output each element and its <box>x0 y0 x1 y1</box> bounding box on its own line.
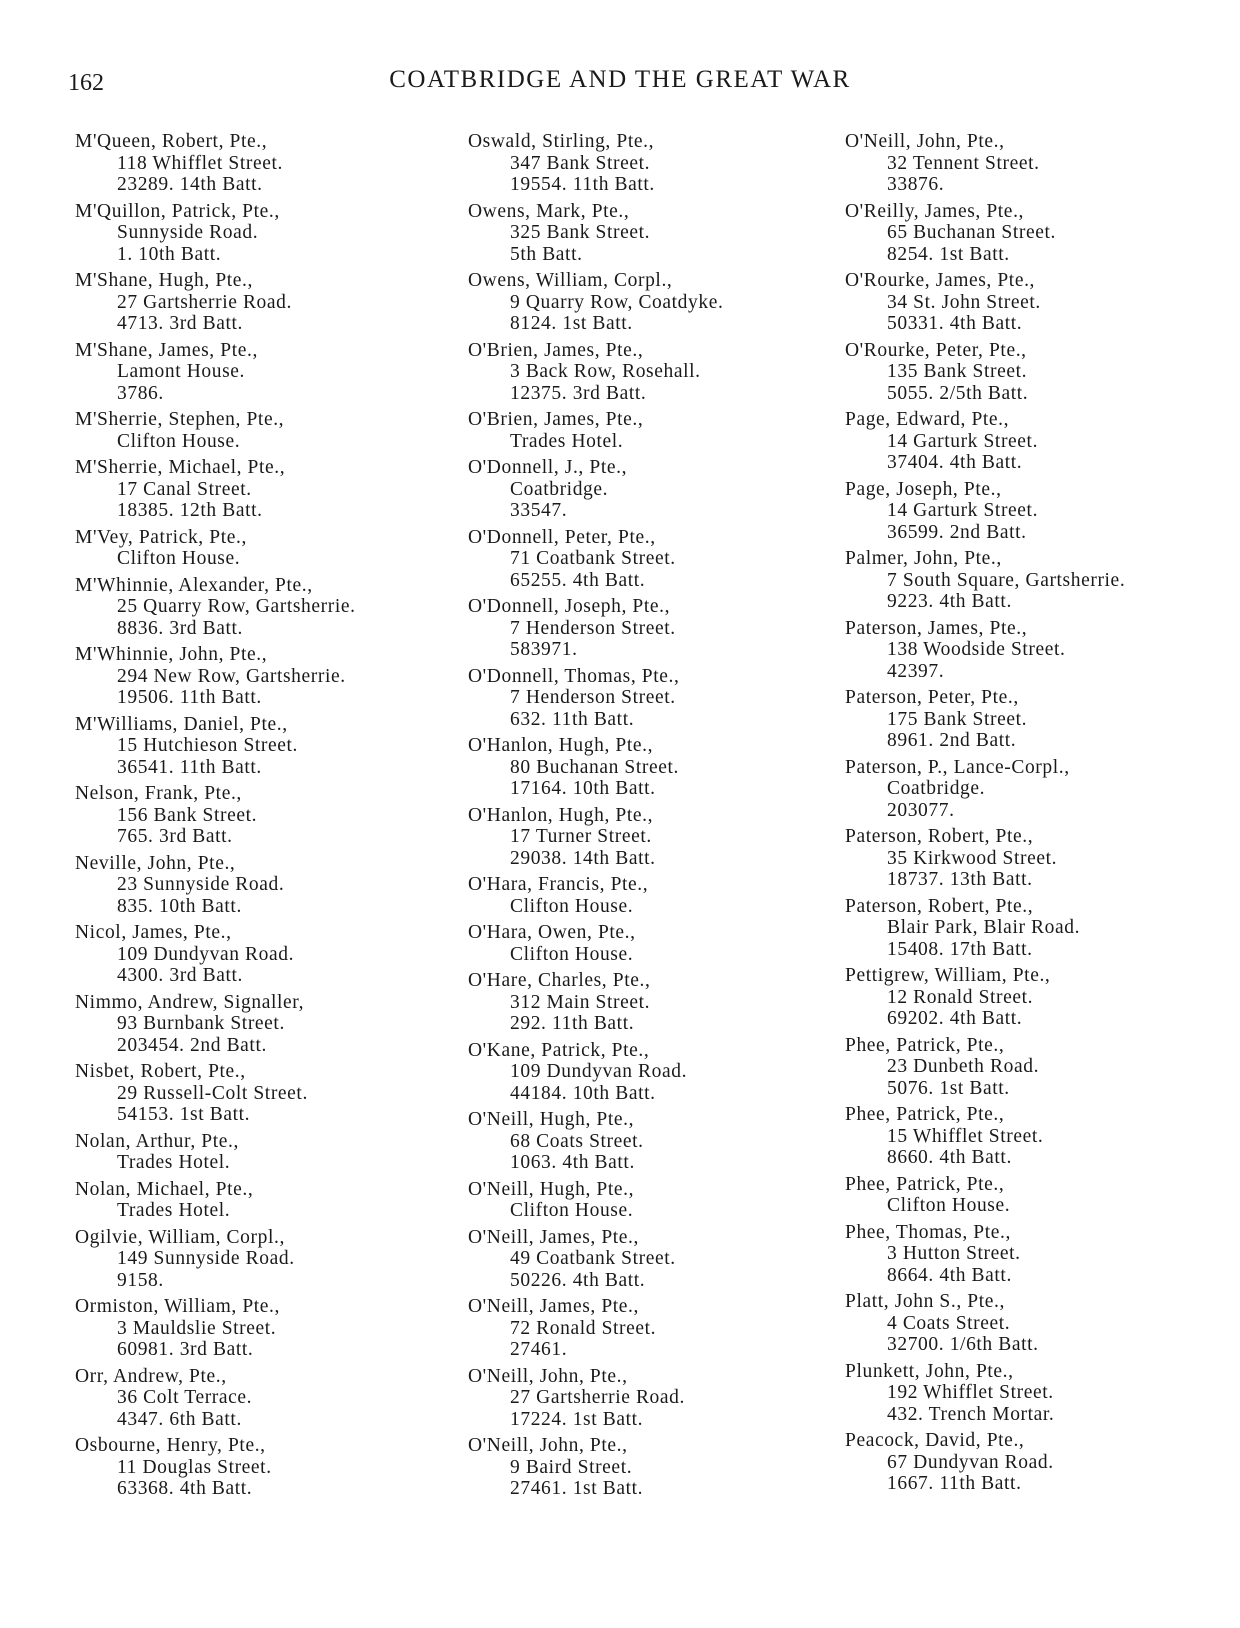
entry-name: Paterson, Robert, Pte., <box>845 826 1034 847</box>
list-item <box>75 1296 445 1361</box>
entry-name: Neville, John, Pte., <box>75 852 236 874</box>
list-item <box>845 548 1215 613</box>
entry-detail: 5th Batt. <box>510 243 583 265</box>
list-item <box>468 922 838 965</box>
entry-detail: 19554. 11th Batt. <box>510 174 655 195</box>
list-item <box>468 970 838 1035</box>
entry-name: O'Rourke, Peter, Pte., <box>845 339 1027 361</box>
entry-detail: 27461. 1st Batt. <box>510 1478 644 1499</box>
entry-address: 294 New Row, Gartsherrie. <box>117 665 346 687</box>
entry-address: 7 Henderson Street. <box>510 687 676 708</box>
entry-name: O'Donnell, J., Pte., <box>468 457 628 478</box>
entry-detail: 4713. 3rd Batt. <box>117 313 243 334</box>
page-number: 162 <box>68 70 104 96</box>
entry-detail: 835. 10th Batt. <box>117 895 242 917</box>
entry-name: Pettigrew, William, Pte., <box>845 965 1051 986</box>
entry-detail: 36541. 11th Batt. <box>117 756 262 778</box>
list-item <box>75 714 445 779</box>
list-item <box>845 1035 1215 1100</box>
entry-address: 49 Coatbank Street. <box>510 1248 676 1269</box>
entry-name: Paterson, James, Pte., <box>845 617 1028 639</box>
list-item <box>845 965 1215 1030</box>
running-title: COATBRIDGE AND THE GREAT WAR <box>389 66 851 93</box>
entry-detail: 8124. 1st Batt. <box>510 313 633 334</box>
entry-detail: 17164. 10th Batt. <box>510 778 656 799</box>
entry-detail: 292. 11th Batt. <box>510 1013 635 1034</box>
entry-detail: 8836. 3rd Batt. <box>117 617 243 639</box>
entry-name: Palmer, John, Pte., <box>845 548 1002 569</box>
entry-detail: 12375. 3rd Batt. <box>510 382 647 404</box>
entry-name: O'Hara, Francis, Pte., <box>468 874 649 895</box>
list-item <box>75 1435 445 1500</box>
entry-address: 23 Sunnyside Road. <box>117 874 285 895</box>
entry-detail: 50226. 4th Batt. <box>510 1269 646 1291</box>
entry-detail: 8664. 4th Batt. <box>887 1264 1012 1286</box>
entry-address: 3 Hutton Street. <box>887 1243 1021 1264</box>
list-item <box>75 270 445 335</box>
list-item <box>468 874 838 917</box>
entry-address: Clifton House. <box>510 895 634 917</box>
list-item <box>75 131 445 196</box>
entry-address: 118 Whifflet Street. <box>117 152 283 174</box>
list-item <box>468 666 838 731</box>
entry-detail: 8660. 4th Batt. <box>887 1147 1012 1168</box>
list-item <box>468 1435 838 1500</box>
entry-name: Ogilvie, William, Corpl., <box>75 1226 285 1248</box>
entry-detail: 765. 3rd Batt. <box>117 826 233 847</box>
list-item <box>468 805 838 870</box>
entry-detail: 23289. 14th Batt. <box>117 174 263 195</box>
entry-address: 14 Garturk Street. <box>887 430 1039 452</box>
entry-address: 9 Quarry Row, Coatdyke. <box>510 291 724 313</box>
entry-name: M'Sherrie, Stephen, Pte., <box>75 409 285 430</box>
list-item <box>845 270 1215 335</box>
entry-name: Platt, John S., Pte., <box>845 1291 1005 1312</box>
entry-name: M'Whinnie, John, Pte., <box>75 644 268 665</box>
list-item <box>845 1104 1215 1169</box>
entry-address: 15 Whifflet Street. <box>887 1125 1044 1147</box>
entry-detail: 27461. <box>510 1339 568 1360</box>
entry-name: Nisbet, Robert, Pte., <box>75 1061 246 1082</box>
entry-detail: 1. 10th Batt. <box>117 243 222 265</box>
entry-address: 65 Buchanan Street. <box>887 222 1056 243</box>
entry-name: O'Brien, James, Pte., <box>468 409 644 430</box>
entry-name: O'Neill, John, Pte., <box>468 1435 628 1456</box>
list-item <box>845 1430 1215 1495</box>
entry-detail: 5055. 2/5th Batt. <box>887 382 1029 404</box>
entry-address: Trades Hotel. <box>510 430 624 452</box>
entry-detail: 50331. 4th Batt. <box>887 313 1023 334</box>
entry-detail: 29038. 14th Batt. <box>510 847 656 869</box>
list-item <box>468 457 838 522</box>
entry-name: Nelson, Frank, Pte., <box>75 783 242 804</box>
entry-detail: 33547. <box>510 500 568 521</box>
list-item <box>468 340 838 405</box>
entry-detail: 4300. 3rd Batt. <box>117 965 243 986</box>
entry-address: 93 Burnbank Street. <box>117 1013 285 1034</box>
entry-name: Phee, Patrick, Pte., <box>845 1034 1005 1056</box>
list-item <box>75 1131 445 1174</box>
list-item <box>75 783 445 848</box>
entry-name: M'Quillon, Patrick, Pte., <box>75 200 280 222</box>
entry-name: O'Neill, John, Pte., <box>468 1365 628 1387</box>
entry-detail: 3786. <box>117 382 164 404</box>
entry-detail: 203454. 2nd Batt. <box>117 1034 267 1056</box>
entry-detail: 65255. 4th Batt. <box>510 569 646 591</box>
entry-address: 4 Coats Street. <box>887 1312 1011 1334</box>
entry-address: 135 Bank Street. <box>887 361 1028 382</box>
entry-address: Lamont House. <box>117 361 246 382</box>
entry-name: Paterson, P., Lance-Corpl., <box>845 756 1070 778</box>
entry-address: 347 Bank Street. <box>510 152 651 174</box>
list-item <box>468 1227 838 1292</box>
entry-name: Owens, Mark, Pte., <box>468 200 630 222</box>
entry-address: 11 Douglas Street. <box>117 1456 272 1478</box>
entry-name: M'Sherrie, Michael, Pte., <box>75 457 286 478</box>
entry-name: O'Neill, James, Pte., <box>468 1226 640 1248</box>
list-item <box>75 992 445 1057</box>
entry-detail: 15408. 17th Batt. <box>887 938 1033 960</box>
entry-name: O'Rourke, James, Pte., <box>845 270 1036 291</box>
entry-detail: 18737. 13th Batt. <box>887 869 1033 890</box>
entry-detail: 60981. 3rd Batt. <box>117 1339 254 1360</box>
list-item <box>75 1179 445 1222</box>
entry-address: 312 Main Street. <box>510 991 651 1013</box>
entry-address: Clifton House. <box>887 1195 1011 1216</box>
entry-address: Clifton House. <box>117 430 241 452</box>
entry-name: O'Kane, Patrick, Pte., <box>468 1039 650 1061</box>
entry-name: Plunkett, John, Pte., <box>845 1360 1014 1382</box>
entry-name: Paterson, Peter, Pte., <box>845 687 1019 708</box>
entry-detail: 36599. 2nd Batt. <box>887 521 1027 543</box>
entry-name: M'Shane, James, Pte., <box>75 339 258 361</box>
entry-name: Osbourne, Henry, Pte., <box>75 1435 266 1456</box>
entry-address: 25 Quarry Row, Gartsherrie. <box>117 596 356 617</box>
list-item <box>845 896 1215 961</box>
entry-name: Nicol, James, Pte., <box>75 922 232 943</box>
entry-address: 34 St. John Street. <box>887 291 1041 313</box>
entry-name: Owens, William, Corpl., <box>468 270 673 291</box>
entry-detail: 5076. 1st Batt. <box>887 1077 1010 1099</box>
list-item <box>75 201 445 266</box>
entry-name: M'Queen, Robert, Pte., <box>75 131 268 152</box>
entry-name: M'Shane, Hugh, Pte., <box>75 270 254 291</box>
list-item <box>75 409 445 452</box>
entry-name: O'Hanlon, Hugh, Pte., <box>468 804 654 826</box>
entry-address: 68 Coats Street. <box>510 1130 644 1152</box>
entry-detail: 69202. 4th Batt. <box>887 1008 1023 1029</box>
entry-detail: 1667. 11th Batt. <box>887 1473 1022 1494</box>
entry-name: O'Neill, Hugh, Pte., <box>468 1178 635 1200</box>
entry-name: O'Hanlon, Hugh, Pte., <box>468 735 654 756</box>
entry-address: 138 Woodside Street. <box>887 639 1066 660</box>
entry-name: Nolan, Arthur, Pte., <box>75 1130 239 1152</box>
list-item <box>75 1366 445 1431</box>
list-item <box>845 340 1215 405</box>
list-item <box>845 618 1215 683</box>
list-item <box>468 1296 838 1361</box>
entry-detail: 33876. <box>887 174 945 195</box>
entry-address: 23 Dunbeth Road. <box>887 1056 1040 1077</box>
entry-address: 36 Colt Terrace. <box>117 1387 253 1408</box>
entry-address: 9 Baird Street. <box>510 1456 633 1478</box>
entry-address: 27 Gartsherrie Road. <box>510 1387 685 1408</box>
entry-address: 109 Dundyvan Road. <box>117 943 295 965</box>
list-item <box>468 527 838 592</box>
list-item <box>845 1291 1215 1356</box>
entry-address: 14 Garturk Street. <box>887 500 1039 521</box>
entry-detail: 54153. 1st Batt. <box>117 1104 251 1125</box>
entry-detail: 583971. <box>510 639 578 660</box>
entry-name: Orr, Andrew, Pte., <box>75 1365 227 1387</box>
entry-address: 32 Tennent Street. <box>887 152 1040 174</box>
list-item <box>75 1227 445 1292</box>
entry-address: 7 South Square, Gartsherrie. <box>887 569 1126 591</box>
entry-address: Trades Hotel. <box>117 1200 231 1221</box>
entry-name: Peacock, David, Pte., <box>845 1430 1025 1451</box>
entry-address: 3 Mauldslie Street. <box>117 1317 277 1339</box>
entry-address: 27 Gartsherrie Road. <box>117 291 292 313</box>
entry-name: M'Williams, Daniel, Pte., <box>75 713 288 735</box>
list-item <box>468 409 838 452</box>
entry-detail: 9223. 4th Batt. <box>887 591 1012 612</box>
entry-detail: 32700. 1/6th Batt. <box>887 1334 1039 1355</box>
entry-detail: 19506. 11th Batt. <box>117 687 262 708</box>
list-item <box>468 270 838 335</box>
entry-detail: 37404. 4th Batt. <box>887 452 1023 473</box>
list-item <box>468 1040 838 1105</box>
entry-name: Page, Joseph, Pte., <box>845 478 1002 500</box>
list-item <box>845 1174 1215 1217</box>
list-item <box>75 1061 445 1126</box>
list-item <box>75 922 445 987</box>
list-item <box>845 131 1215 196</box>
entry-name: O'Donnell, Thomas, Pte., <box>468 665 680 687</box>
list-item <box>845 409 1215 474</box>
entry-name: O'Hare, Charles, Pte., <box>468 970 651 991</box>
entry-detail: 42397. <box>887 660 945 682</box>
list-item <box>75 644 445 709</box>
entry-address: Clifton House. <box>117 548 241 569</box>
list-item <box>845 826 1215 891</box>
list-item <box>845 479 1215 544</box>
list-item <box>845 757 1215 822</box>
entry-address: 7 Henderson Street. <box>510 617 676 639</box>
entry-name: M'Vey, Patrick, Pte., <box>75 526 247 548</box>
entry-name: O'Neill, Hugh, Pte., <box>468 1109 635 1130</box>
entry-name: M'Whinnie, Alexander, Pte., <box>75 574 313 596</box>
entry-address: 17 Canal Street. <box>117 478 252 500</box>
entry-address: 3 Back Row, Rosehall. <box>510 361 701 382</box>
entry-name: Phee, Patrick, Pte., <box>845 1104 1005 1125</box>
entry-detail: 18385. 12th Batt. <box>117 500 263 521</box>
entry-name: Phee, Patrick, Pte., <box>845 1173 1005 1195</box>
entry-address: 80 Buchanan Street. <box>510 756 679 778</box>
list-item <box>75 457 445 522</box>
entry-name: Nolan, Michael, Pte., <box>75 1178 254 1200</box>
list-item <box>468 1179 838 1222</box>
entry-name: O'Donnell, Peter, Pte., <box>468 526 656 548</box>
list-item <box>468 1366 838 1431</box>
entry-address: 12 Ronald Street. <box>887 986 1034 1008</box>
entry-name: Nimmo, Andrew, Signaller, <box>75 991 305 1013</box>
entry-address: Coatbridge. <box>887 778 986 799</box>
entry-name: O'Brien, James, Pte., <box>468 339 644 361</box>
entry-address: 71 Coatbank Street. <box>510 548 676 569</box>
column-3 <box>845 131 1215 1500</box>
entry-detail: 4347. 6th Batt. <box>117 1408 242 1430</box>
entry-address: 29 Russell-Colt Street. <box>117 1082 308 1104</box>
entry-address: 109 Dundyvan Road. <box>510 1061 688 1082</box>
entry-detail: 63368. 4th Batt. <box>117 1478 253 1499</box>
list-item <box>845 201 1215 266</box>
list-item <box>75 340 445 405</box>
entry-address: 156 Bank Street. <box>117 804 258 826</box>
list-item <box>75 853 445 918</box>
list-item <box>468 131 838 196</box>
list-item <box>468 735 838 800</box>
list-item <box>845 1222 1215 1287</box>
entry-address: 175 Bank Street. <box>887 708 1028 730</box>
entry-address: Clifton House. <box>510 943 634 965</box>
entry-address: Blair Park, Blair Road. <box>887 917 1081 938</box>
entry-name: O'Reilly, James, Pte., <box>845 200 1025 222</box>
entry-address: 15 Hutchieson Street. <box>117 735 299 756</box>
entry-address: Trades Hotel. <box>117 1152 231 1173</box>
list-item <box>468 596 838 661</box>
column-2 <box>468 131 838 1505</box>
entry-name: O'Hara, Owen, Pte., <box>468 922 636 943</box>
entry-name: Page, Edward, Pte., <box>845 409 1010 430</box>
entry-address: Clifton House. <box>510 1200 634 1221</box>
entry-name: Paterson, Robert, Pte., <box>845 895 1034 917</box>
entry-name: O'Neill, James, Pte., <box>468 1296 640 1317</box>
entry-name: Phee, Thomas, Pte., <box>845 1221 1011 1243</box>
list-item <box>468 1109 838 1174</box>
entry-detail: 432. Trench Mortar. <box>887 1403 1055 1425</box>
list-item <box>845 687 1215 752</box>
entry-address: 17 Turner Street. <box>510 826 652 847</box>
entry-address: 67 Dundyvan Road. <box>887 1451 1054 1473</box>
entry-name: Oswald, Stirling, Pte., <box>468 131 655 152</box>
entry-name: O'Neill, John, Pte., <box>845 131 1005 152</box>
list-item <box>468 201 838 266</box>
entry-name: Ormiston, William, Pte., <box>75 1296 281 1317</box>
entry-detail: 1063. 4th Batt. <box>510 1152 635 1173</box>
entry-name: O'Donnell, Joseph, Pte., <box>468 596 671 617</box>
entry-detail: 632. 11th Batt. <box>510 708 635 730</box>
entry-detail: 44184. 10th Batt. <box>510 1082 656 1104</box>
entry-detail: 9158. <box>117 1269 164 1291</box>
list-item <box>75 527 445 570</box>
list-item <box>845 1361 1215 1426</box>
entry-address: 192 Whifflet Street. <box>887 1382 1054 1403</box>
entry-detail: 17224. 1st Batt. <box>510 1408 644 1430</box>
entry-address: 325 Bank Street. <box>510 222 651 243</box>
entry-detail: 203077. <box>887 799 955 821</box>
column-1 <box>75 131 445 1505</box>
entry-address: Sunnyside Road. <box>117 222 259 243</box>
entry-detail: 8254. 1st Batt. <box>887 243 1010 265</box>
entry-detail: 8961. 2nd Batt. <box>887 730 1017 751</box>
entry-address: 72 Ronald Street. <box>510 1317 657 1339</box>
list-item <box>75 575 445 640</box>
entry-address: 35 Kirkwood Street. <box>887 847 1058 869</box>
entry-address: 149 Sunnyside Road. <box>117 1248 295 1269</box>
entry-address: Coatbridge. <box>510 478 609 500</box>
